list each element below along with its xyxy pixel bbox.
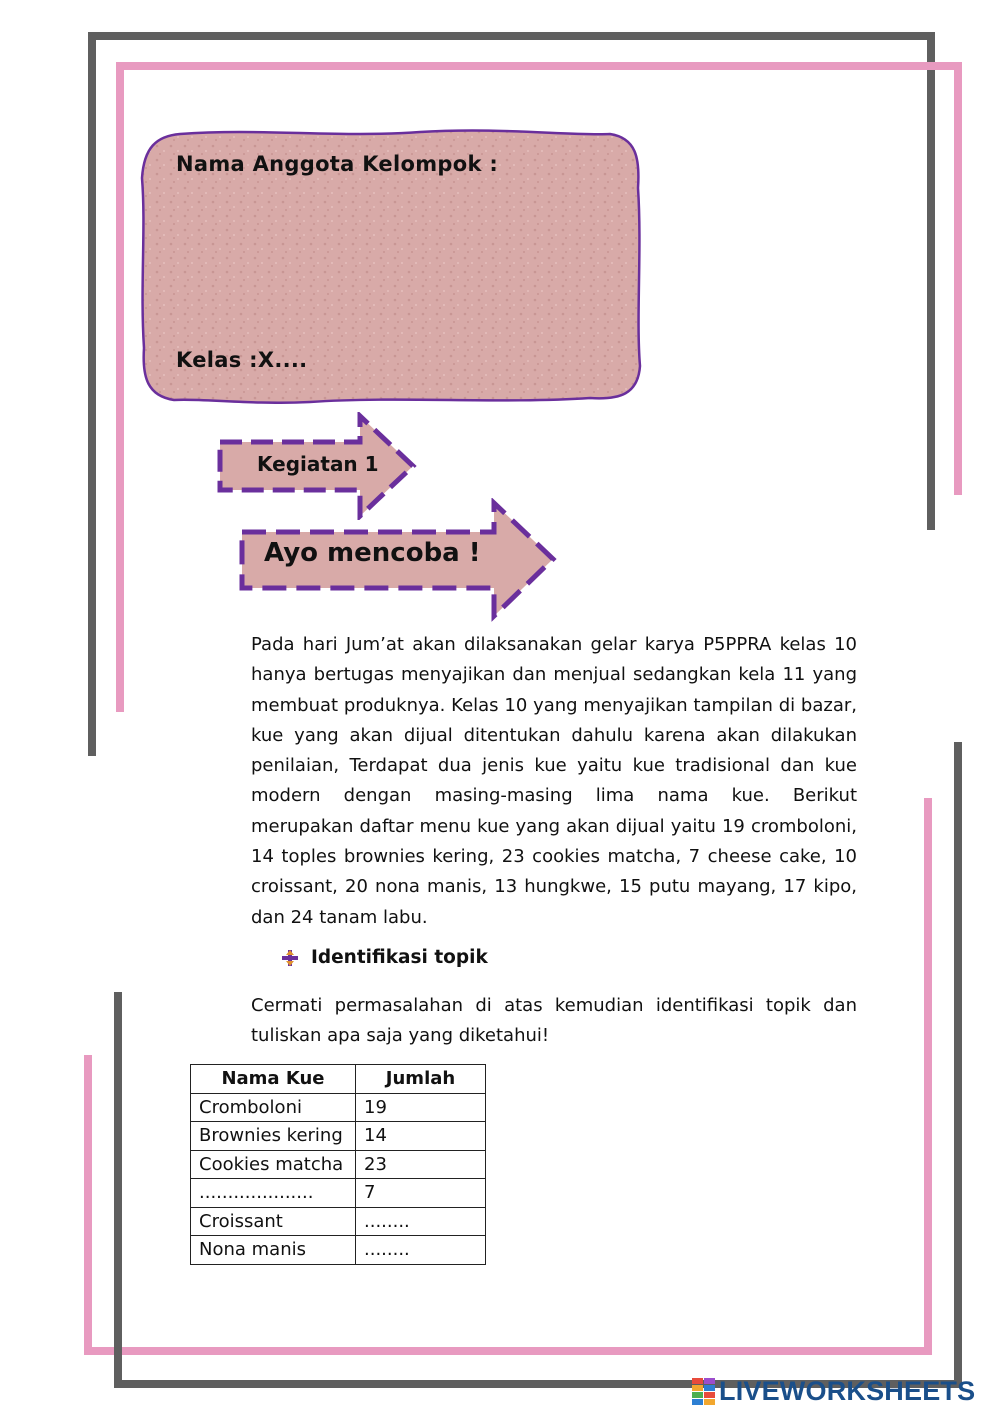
table-row: [191, 1150, 486, 1179]
quantity-cell: 7: [356, 1179, 486, 1208]
cake-table: [190, 1064, 486, 1265]
instruction-text: Cermati permasalahan di atas kemudian identifikasi topik dan tuliskan apa saja yang diketahui!: [251, 995, 857, 1047]
column-header-quantity: Jumlah: [356, 1065, 486, 1094]
cake-name-cell: Cromboloni: [191, 1093, 356, 1122]
cake-name-blank[interactable]: ....................: [191, 1179, 356, 1208]
table-row: [191, 1236, 486, 1265]
table-row: [191, 1179, 486, 1208]
cake-name-cell: Brownies kering: [191, 1122, 356, 1151]
quantity-cell: 23: [356, 1150, 486, 1179]
group-info-box: [140, 128, 642, 404]
section-heading-row: [281, 947, 488, 968]
liveworksheets-logo: [692, 1376, 975, 1407]
activity-title: Ayo mencoba !: [264, 538, 481, 568]
quantity-cell: 14: [356, 1122, 486, 1151]
arrow-bullet-icon: [281, 949, 299, 967]
cake-name-cell: Nona manis: [191, 1236, 356, 1265]
quantity-blank[interactable]: ........: [356, 1236, 486, 1265]
cake-name-cell: Cookies matcha: [191, 1150, 356, 1179]
cake-name-cell: Croissant: [191, 1207, 356, 1236]
quantity-blank[interactable]: ........: [356, 1207, 486, 1236]
table-header-row: [191, 1065, 486, 1094]
table-row: [191, 1093, 486, 1122]
activity-label: Kegiatan 1: [257, 452, 379, 476]
section-heading: Identifikasi topik: [311, 947, 488, 968]
group-members-label: Nama Anggota Kelompok :: [176, 152, 499, 176]
column-header-name: Nama Kue: [191, 1065, 356, 1094]
quantity-cell: 19: [356, 1093, 486, 1122]
liveworksheets-logo-icon: [692, 1378, 716, 1406]
title-arrow: [238, 498, 560, 622]
liveworksheets-wordmark: LIVEWORKSHEETS: [719, 1376, 976, 1406]
table-row: [191, 1122, 486, 1151]
story-paragraph: Pada hari Jum’at akan dilaksanakan gelar karya P5PPRA kelas 10 hanya bertugas menyajikan dan menjual sedangkan kela 11 yang membuat produknya. Kelas 10 yang menyajikan tampilan di bazar, kue yang akan dijual ditentukan dahulu karena akan dilakukan penilaian, Terdapat dua jenis kue yaitu kue tradisional dan kue modern dengan masing-masing lima nama kue. Berikut merupakan daftar menu kue yang akan dijual yaitu 19 cromboloni, 14 toples brownies kering, 23 cookies matcha, 7 cheese cake, 10 croissant, 20 nona manis, 13 hungkwe, 15 putu mayang, 17 kipo, dan 24 tanam labu.: [251, 634, 857, 928]
table-row: [191, 1207, 486, 1236]
class-label: Kelas :X....: [176, 348, 308, 372]
